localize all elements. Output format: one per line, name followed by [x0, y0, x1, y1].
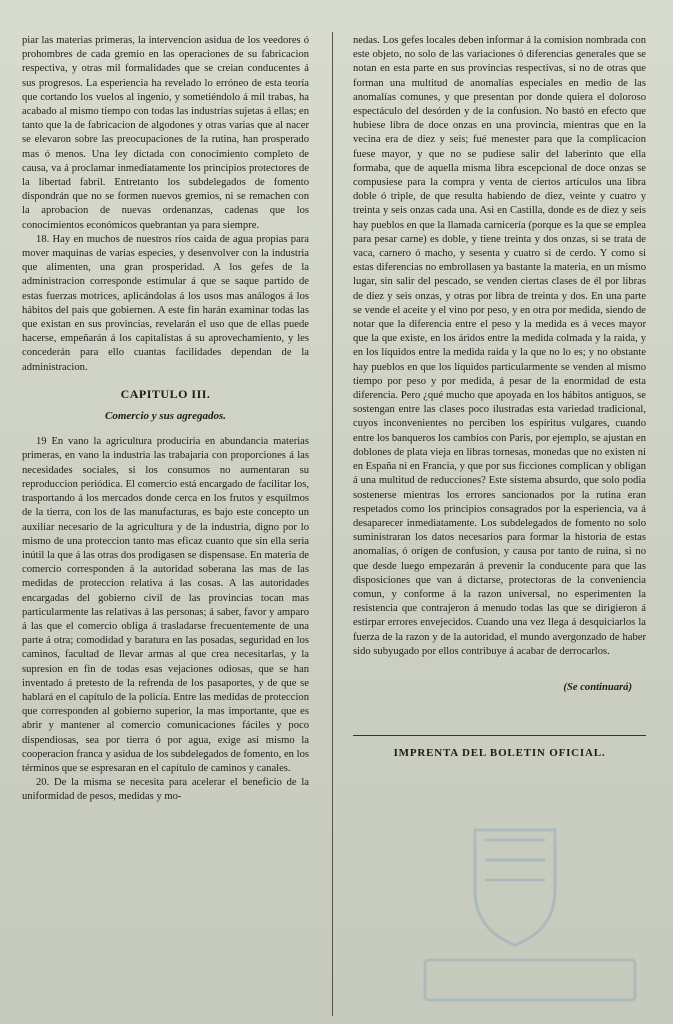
paragraph-19: 19 En vano la agricultura produciria en abundancia materias primeras, en vano la industria las trabajaria con proporciones á las necesidades sociales, si los consumos no aumentaran su reproduccion periódica. El comercio está encargado de facilitar los, trasportando á los mercados donde cerca en los frutos y esquilmos de la tierra, con los de las manufacturas, es bajo este concepto un auxiliar necesario de la agricultura y de la industria, digno por lo mismo de una proteccion tanto mas eficaz cuanto que sin ella seria inútil la que á las otras dos prodigasen se dispensase. En materia de comercio corresponden á la autoridad soberana las mas de las medidas de proteccion relativa á las cosas. A las autoridades encargadas del gobierno civil de las provincias tocan mas particularmente las relativas á las personas; á saber, favor y amparo á las que el comercio obliga á trasladarse frecuentemente de una parte á otra; comodidad y baratura en las posadas, seguridad en los caminos, facultad de llevar armas al que crea necesitarlas, y la supresion en fin de todas esas vejaciones odiosas, que se han inventado á pretesto de la refrenda de los pasaportes, y de que se hablará en el capítulo de la policía. Entre las medidas de proteccion que corresponden al gobierno superior, la mas importante, que es abrir y mantener al comercio comunicaciones fáciles y poco dispendiosas, sea por tierra ó por agua, exige asi mismo la cooperacion franca y asidua de los subdelegados de fomento, en los términos que se espresaran en el capítulo de caminos y canales. — [22, 436, 309, 774]
paragraph-17-continued: piar las materias primeras, la intervencion asidua de los veedores ó prohombres de cada gremio en las operaciones de su fabricacion respectiva, y otras mil formalidades que se creian conducentes á sus progresos. La esperiencia ha revelado lo erróneo de esta teoría que cortando los vuelos al ingenio, y sometiéndolo á mil trabas, ha acabado al mismo tiempo con todas las industrias sujetas á ellas; en tanto que la de fabricacion de algodones y otras varias que al nacer se elevaron sobre las preocupaciones de la rutina, han prosperado mas ó menos. Una ley dictada con conocimiento completo de causa, va á proclamar inmediatamente los principios protectores de la libertad fabril. Entretanto los subdelegados de fomento dispondrán que no se formen nuevos gremios, ni se remachen con la aprobacion de nuevas ordenanzas, cadenas que los conocimientos económicos quebrantan ya para siempre. — [22, 35, 309, 231]
left-column — [22, 34, 309, 1019]
imprint-line: IMPRENTA DEL BOLETIN OFICIAL. — [393, 747, 606, 760]
chapter-heading: CAPITULO III. — [120, 386, 211, 401]
paragraph-20-continued: nedas. Los gefes locales deben informar á la comision nombrada con este objeto, no solo de las variaciones ó diferencias generales que se notan en esta parte en sus provincias respectivas, si no de otras que forman una multitud de anomalías especiales en medio de las anomalías comunes, y que presentan por donde quiera el doloroso espectáculo del desórden y de la confusion. No bastó en efecto que hubiese libra de doce onzas en una provincia, mientras que en la vecina era de diez y seis; fué menester para que la complicacion fuese mayor, y que no se pudiese salir del laberinto que ella formaba, que de aquella misma libra escepcional de doce onzas se compusiese para la compra y venta de ciertos artículos una libra doble ó triple, de que resulta habiendo de diez, veinte y cuatro y treinta y seis onzas cada una. Asi en Castilla, donde es de diez y seis hay pueblos en que la llamada carnicería (porque es la que se emplea para pesar carne) es doble, y tiene treinta y dos onzas, si se trata de vaca, carnero ó macho, y sesenta y cuatro si de cerdo. Y como si estas diferencias no embrollasen ya bastante la materia, en un mismo lugar, sin salir del pescado, se venden ciertas clases de él por libras de diez y seis onzas, y otras por libra de treinta y dos. En una parte se vende el aceite y el vino por peso, y en otra por medida, siendo de notar que la diferencia entre el peso y la medida es á veces mayor que la que existe, en los áridos entre la medida colmada y la raida, y en los líquidos entre la medida raida y la que no lo es; y no obstante hay pueblos en que los líquidos particularmente se venden al mismo tiempo por peso y por medida, á pesar de la enormidad de esta diferencia. Pero ¿qué mucho que apoyada en los hábitos antiguos, se sostengan entre las clases poco ilustradas esta variedad tradicional, cuyos inconvenientes no perciben los espíritus vulgares, cuando entre los banqueros los cambios con Paris, por ejemplo, se ajustan en doblones de plata vieja en libras tornesas, monedas que no existen ni en España ni en Francia, y que por sus ficciones complican y obligan á una multitud de reducciones? Este sistema absurdo, que solo podia sostenerse mientras los errores sancionados por la rutina eran respetados como los principios consagrados por la esperiencia, va á desaparecer inmediatamente. Los subdelegados de fomento no solo suministraran los datos necesarios para formar la historia de estas anomalías, ó orígen de confusion, y causa por tanto de ruina, si no que desde luego empezarán á prevenir la conducente para que las disposiciones que van á dictarse, protectoras de la conveniencia comun, y conforme á la razon universal, no esperimenten la resistencia que contrajeron á menudo todas las que se dirigieron á estirpar errores envejecidos. Cuando una vez llega á desquiciarlos la fuerza de la razon y de la autoridad, el mundo avergonzado de haber sido subyugado por ellos contribuye á acabar de derrocarlos. — [353, 35, 646, 657]
chapter-subtitle: Comercio y sus agregados. — [105, 410, 226, 423]
library-watermark-icon — [415, 810, 645, 1010]
continuation-note: (Se continuará) — [563, 681, 632, 693]
column-divider — [332, 32, 333, 1016]
paragraph-18: 18. Hay en muchos de nuestros ríos caida de agua propias para mover maquinas de varias especies, y desenvolver con la industria que alimenten, una gran prosperidad. A los gefes de la administracion corresponde estimular á que se saque partido de estas fuerzas motrices, aplicándolas á los usos mas análogos á los hábitos del pais que gobiernen. A este fin harán examinar todas las que existan en sus provincias, revelarán el uso que de ellas puede hacerse, empeñarán á los capitalistas á su aprovechamiento, y les concederán para ello cuantas facilidades dependan de la administracion. — [22, 233, 309, 373]
paragraph-20: 20. De la misma se necesita para acelerar el beneficio de la uniformidad de pesos, medidas y mo- — [22, 777, 309, 803]
footer-rule — [353, 735, 646, 736]
